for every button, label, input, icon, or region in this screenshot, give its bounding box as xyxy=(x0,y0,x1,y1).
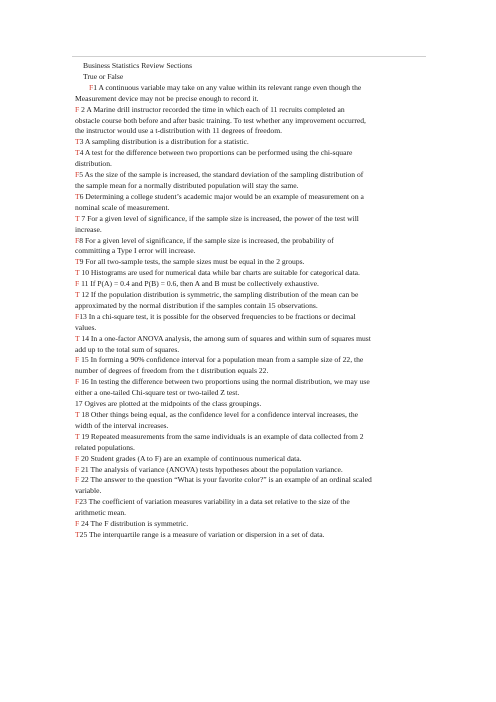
question-text xyxy=(75,454,427,465)
answer-marker: T xyxy=(75,268,80,278)
question-continuation xyxy=(75,508,427,519)
question-continuation xyxy=(75,203,427,214)
question-line-text: A test for the difference between two proportions can be performed using the chi-square xyxy=(84,148,353,158)
answer-marker: F xyxy=(75,519,80,529)
question-line-text: Histograms are used for numerical data while bar charts are suitable for categorical data. xyxy=(90,268,360,278)
question-line-text: As the size of the sample is increased, the standard deviation of the sampling distribution of xyxy=(84,170,364,180)
question-number: 24 xyxy=(79,519,91,529)
question-line-text: values. xyxy=(75,322,97,332)
question-text xyxy=(75,148,427,159)
question-line-text: width of the interval increases. xyxy=(75,420,169,430)
question-text xyxy=(75,312,427,323)
question-number: 16 xyxy=(79,377,91,387)
question-number: 6 xyxy=(79,191,86,201)
question-number: 5 xyxy=(79,170,85,180)
question-item xyxy=(75,290,427,312)
question-line-text: For a given level of significance, if the sample size is increased, the power of the test will xyxy=(87,213,359,223)
question-line-text: the sample mean for a normally distributed population will stay the same. xyxy=(75,180,299,190)
question-continuation xyxy=(75,443,427,454)
question-line-text: Measurement device may not be precise enough to record it. xyxy=(75,93,259,103)
question-number: 20 xyxy=(79,453,91,463)
answer-marker: T xyxy=(75,148,80,158)
question-item xyxy=(75,268,427,279)
question-line-text: The analysis of variance (ANOVA) tests hypotheses about the population variance. xyxy=(90,464,343,474)
answer-marker: F xyxy=(75,170,80,180)
question-continuation xyxy=(75,116,427,127)
question-list xyxy=(75,83,427,541)
question-line-text: If P(A) = 0.4 and P(B) = 0.6, then A and B must be collectively exhaustive. xyxy=(90,279,319,289)
question-continuation xyxy=(75,246,427,257)
answer-marker: F xyxy=(89,82,94,92)
question-line-text: In testing the difference between two proportions using the normal distribution, we may use xyxy=(90,377,370,387)
question-continuation xyxy=(75,366,427,377)
question-line-text: number of degrees of freedom from the t distribution equals 22. xyxy=(75,366,269,376)
question-item xyxy=(75,519,427,530)
question-item xyxy=(75,214,427,236)
answer-marker: F xyxy=(75,377,80,387)
question-line-text: increase. xyxy=(75,224,102,234)
question-item xyxy=(75,137,427,148)
question-line-text: For all two-sample tests, the sample sizes must be equal in the 2 groups. xyxy=(85,257,305,267)
question-text xyxy=(75,432,427,443)
question-text xyxy=(75,399,427,410)
answer-marker: T xyxy=(75,333,80,343)
question-text xyxy=(75,530,427,541)
answer-marker: T xyxy=(75,410,80,419)
question-item xyxy=(75,377,427,399)
question-text xyxy=(75,497,427,508)
question-line-text: distribution. xyxy=(75,159,112,169)
question-line-text: variable. xyxy=(75,486,102,496)
document-title: Business Statistics Review Sections xyxy=(83,61,193,70)
question-line-text: The F distribution is symmetric. xyxy=(90,519,189,529)
answer-marker: F xyxy=(75,104,80,114)
question-number: 18 xyxy=(79,410,91,419)
question-number: 4 xyxy=(79,148,85,158)
answer-marker: T xyxy=(75,431,80,441)
question-number: 2 xyxy=(79,104,87,114)
question-line-text: the instructor would use a t-distribution with 11 degrees of freedom. xyxy=(75,126,283,136)
answer-marker: T xyxy=(75,257,80,267)
question-line-text: A Marine drill instructor recorded the time in which each of 11 recruits completed an xyxy=(86,104,345,114)
question-line-text: The answer to the question “What is your favorite color?” is an example of an ordinal scaled xyxy=(90,475,372,485)
question-line-text: 17 Ogives are plotted at the midpoints of the class groupings. xyxy=(75,399,262,409)
question-line-text: Student grades (A to F) are an example of continuous numerical data. xyxy=(90,453,302,463)
question-number: 11 xyxy=(79,279,91,289)
question-text xyxy=(75,236,427,247)
question-number: 7 xyxy=(79,213,88,223)
question-item xyxy=(75,192,427,214)
question-number: 13 xyxy=(79,311,89,321)
question-line-text: Repeated measurements from the same individuals is an example of data collected from 2 xyxy=(90,431,364,441)
question-text xyxy=(75,519,427,530)
question-line-text: A continuous variable may take on any value within its relevant range even though the xyxy=(98,82,362,92)
question-line-text: approximated by the normal distribution if the samples contain 15 observations. xyxy=(75,300,318,310)
question-line-text: either a one-tailed Chi-square test or two-tailed Z test. xyxy=(75,388,240,398)
question-item xyxy=(75,399,427,410)
question-continuation xyxy=(75,94,427,105)
question-continuation xyxy=(75,225,427,236)
question-continuation xyxy=(75,345,427,356)
question-number: 23 xyxy=(79,497,89,507)
question-item xyxy=(75,497,427,519)
answer-marker: F xyxy=(75,311,80,321)
question-text xyxy=(75,355,427,366)
answer-marker: F xyxy=(75,235,80,245)
question-item xyxy=(75,410,427,432)
question-text xyxy=(75,170,427,181)
question-text xyxy=(75,475,427,486)
question-line-text: Determining a college student’s academic major would be an example of measurement on a xyxy=(85,191,364,201)
question-item xyxy=(75,432,427,454)
answer-marker: F xyxy=(75,497,80,507)
answer-marker: F xyxy=(75,355,80,365)
question-item xyxy=(75,105,427,138)
question-continuation xyxy=(75,421,427,432)
question-line-text: The coefficient of variation measures variability in a data set relative to the size of the xyxy=(88,497,350,507)
question-continuation xyxy=(75,126,427,137)
question-line-text: Other things being equal, as the confidence level for a confidence interval increases, the xyxy=(90,410,359,419)
document-body xyxy=(75,61,427,541)
question-text xyxy=(75,257,427,268)
answer-marker: T xyxy=(75,191,80,201)
question-number: 10 xyxy=(79,268,91,278)
question-text xyxy=(75,192,427,203)
question-text xyxy=(75,377,427,388)
answer-marker: T xyxy=(75,137,80,147)
answer-marker: F xyxy=(75,453,80,463)
question-item xyxy=(75,465,427,476)
question-continuation xyxy=(75,323,427,334)
question-continuation xyxy=(75,159,427,170)
question-text xyxy=(75,137,427,148)
question-number: 22 xyxy=(79,475,91,485)
question-text xyxy=(75,214,427,225)
question-line-text: arithmetic mean. xyxy=(75,508,127,518)
question-item xyxy=(75,312,427,334)
question-continuation xyxy=(75,486,427,497)
answer-marker: F xyxy=(75,475,80,485)
question-continuation xyxy=(75,301,427,312)
question-text xyxy=(75,290,427,301)
question-line-text: For a given level of significance, if the sample size is increased, the probability of xyxy=(84,235,334,245)
header-rule xyxy=(72,56,426,57)
question-item xyxy=(75,148,427,170)
question-line-text: related populations. xyxy=(75,442,135,452)
answer-marker: F xyxy=(75,279,80,289)
question-number: 21 xyxy=(79,464,91,474)
question-number: 14 xyxy=(79,333,91,343)
question-line-text: committing a Type I error will increase. xyxy=(75,246,196,256)
question-number: 25 xyxy=(79,529,89,539)
question-line-text: obstacle course both before and after basic training. To test whether any improvement occurred, xyxy=(75,115,366,125)
question-number: 12 xyxy=(79,290,91,300)
question-item xyxy=(75,236,427,258)
answer-marker: T xyxy=(75,213,80,223)
question-item xyxy=(75,257,427,268)
question-text xyxy=(75,410,427,421)
question-number: 8 xyxy=(79,235,85,245)
question-text xyxy=(75,268,427,279)
question-item xyxy=(75,83,427,105)
question-text xyxy=(75,105,427,116)
answer-marker: T xyxy=(75,529,80,539)
question-number: 19 xyxy=(79,431,91,441)
question-number: 1 xyxy=(93,82,99,92)
question-continuation xyxy=(75,388,427,399)
question-line-text: A sampling distribution is a distribution for a statistic. xyxy=(84,137,249,147)
question-item xyxy=(75,279,427,290)
question-text xyxy=(75,465,427,476)
question-continuation xyxy=(75,181,427,192)
question-item xyxy=(75,475,427,497)
question-line-text: nominal scale of measurement. xyxy=(75,202,170,212)
question-text xyxy=(75,279,427,290)
question-text xyxy=(75,83,427,94)
question-item xyxy=(75,454,427,465)
question-line-text: The interquartile range is a measure of variation or dispersion in a set of data. xyxy=(89,529,325,539)
question-item xyxy=(75,170,427,192)
question-line-text: In a chi-square test, it is possible for the observed frequencies to be fractions or decimal xyxy=(88,311,356,321)
question-line-text: add up to the total sum of squares. xyxy=(75,344,180,354)
question-item xyxy=(75,530,427,541)
question-line-text: In a one-factor ANOVA analysis, the among sum of squares and within sum of squares must xyxy=(90,333,371,343)
answer-marker: T xyxy=(75,290,80,300)
question-text xyxy=(75,334,427,345)
question-number: 3 xyxy=(79,137,85,147)
section-subtitle: True or False xyxy=(83,71,124,81)
question-line-text: If the population distribution is symmetric, the sampling distribution of the mean can be xyxy=(90,290,359,300)
answer-marker: F xyxy=(75,464,80,474)
question-number: 9 xyxy=(79,257,86,267)
question-line-text: In forming a 90% confidence interval for a population mean from a sample size of 22, the xyxy=(90,355,364,365)
question-item xyxy=(75,355,427,377)
question-item xyxy=(75,334,427,356)
question-number: 15 xyxy=(79,355,91,365)
